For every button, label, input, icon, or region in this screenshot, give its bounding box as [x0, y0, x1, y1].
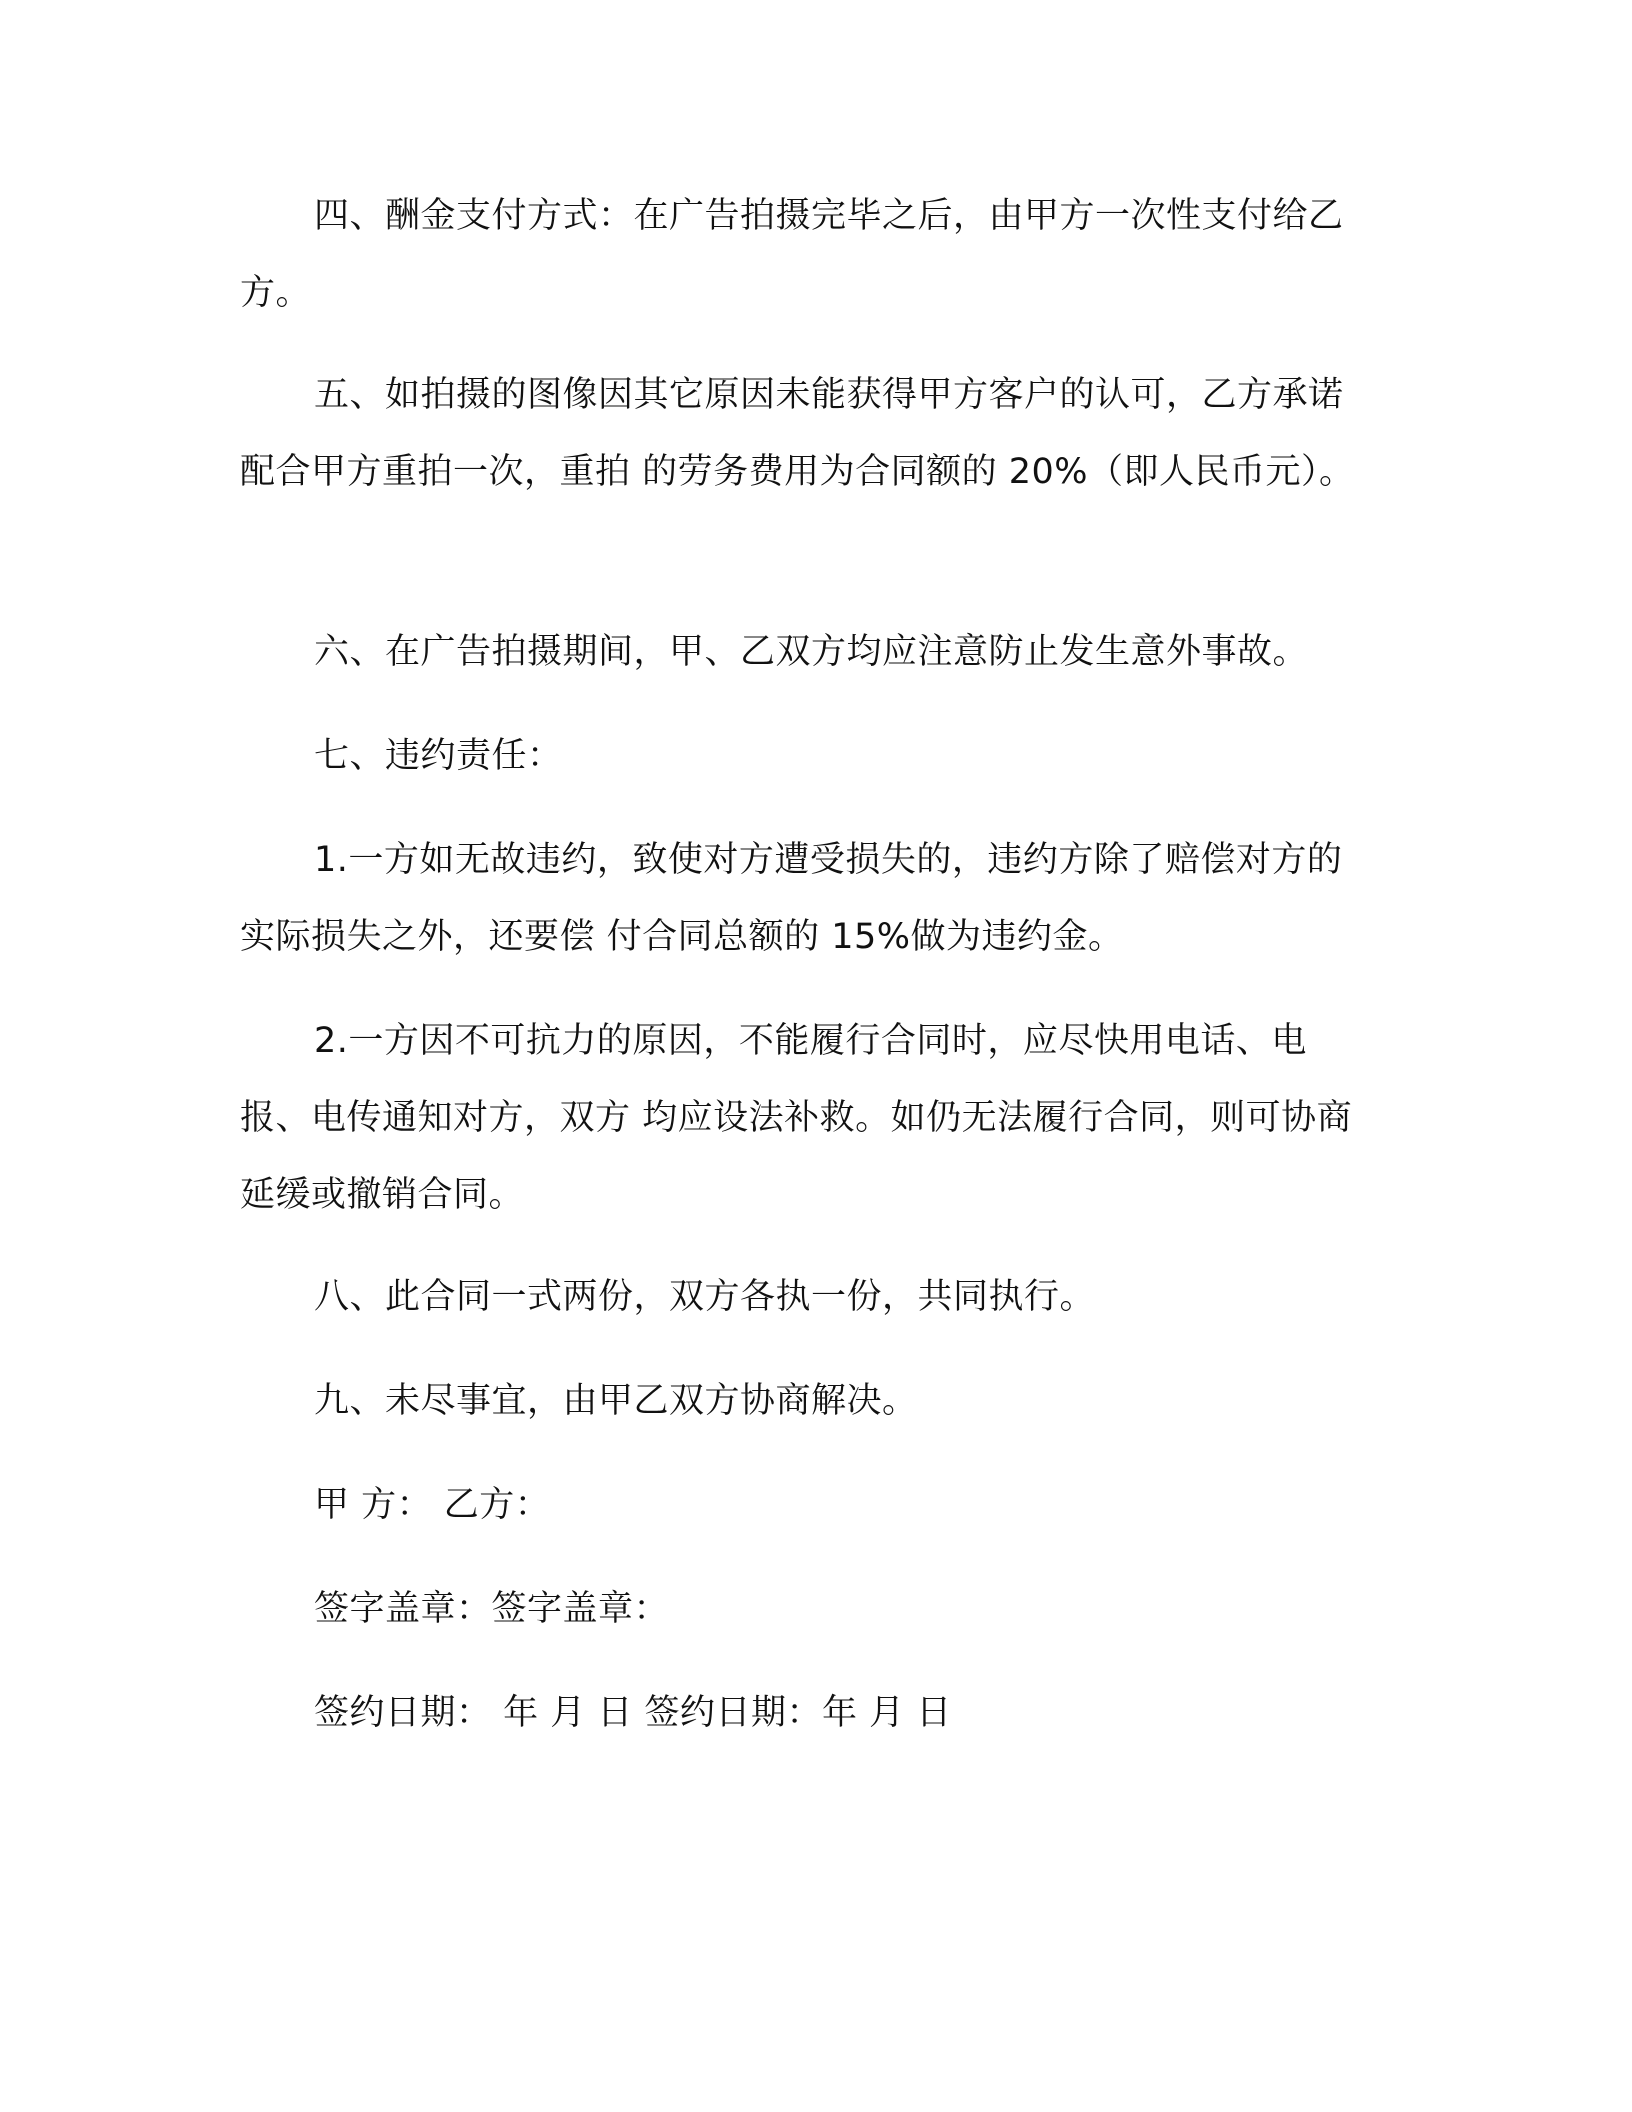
clause-four: 四、酬金支付方式：在广告拍摄完毕之后，由甲方一次性支付给乙方。: [240, 196, 1344, 313]
clause-nine: 九、未尽事宜，由甲乙双方协商解决。: [314, 1381, 918, 1421]
clause-seven-2-block: [240, 1003, 1370, 1234]
signature-parties: 甲 方： 乙方：: [314, 1485, 551, 1525]
signature-seal: 签字盖章：签字盖章：: [314, 1589, 670, 1629]
signature-date: 签约日期： 年 月 日 签约日期：年 月 日: [314, 1693, 952, 1733]
clause-six: 六、在广告拍摄期间，甲、乙双方均应注意防止发生意外事故。: [314, 632, 1309, 672]
clause-seven-heading: 七、违约责任：: [314, 736, 563, 776]
clause-seven-item-1: 1.一方如无故违约，致使对方遭受损失的，违约方除了赔偿对方的实际损失之外，还要偿 付合同总额的 15%做为违约金。: [240, 840, 1343, 957]
clause-eight: 八、此合同一式两份，双方各执一份，共同执行。: [314, 1277, 1096, 1317]
clause-five: 五、如拍摄的图像因其它原因未能获得甲方客户的认可，乙方承诺配合甲方重拍一次，重拍 的劳务费用为合同额的 20%（即人民币元）。: [240, 375, 1355, 492]
clause-four-block: [240, 178, 1370, 332]
clause-five-block: [240, 357, 1370, 511]
clause-seven-1-block: [240, 822, 1370, 976]
clause-seven-item-2: 2.一方因不可抗力的原因，不能履行合同时，应尽快用电话、电报、电传通知对方，双方 均应设法补救。如仍无法履行合同，则可协商延缓或撤销合同。: [240, 1021, 1353, 1215]
